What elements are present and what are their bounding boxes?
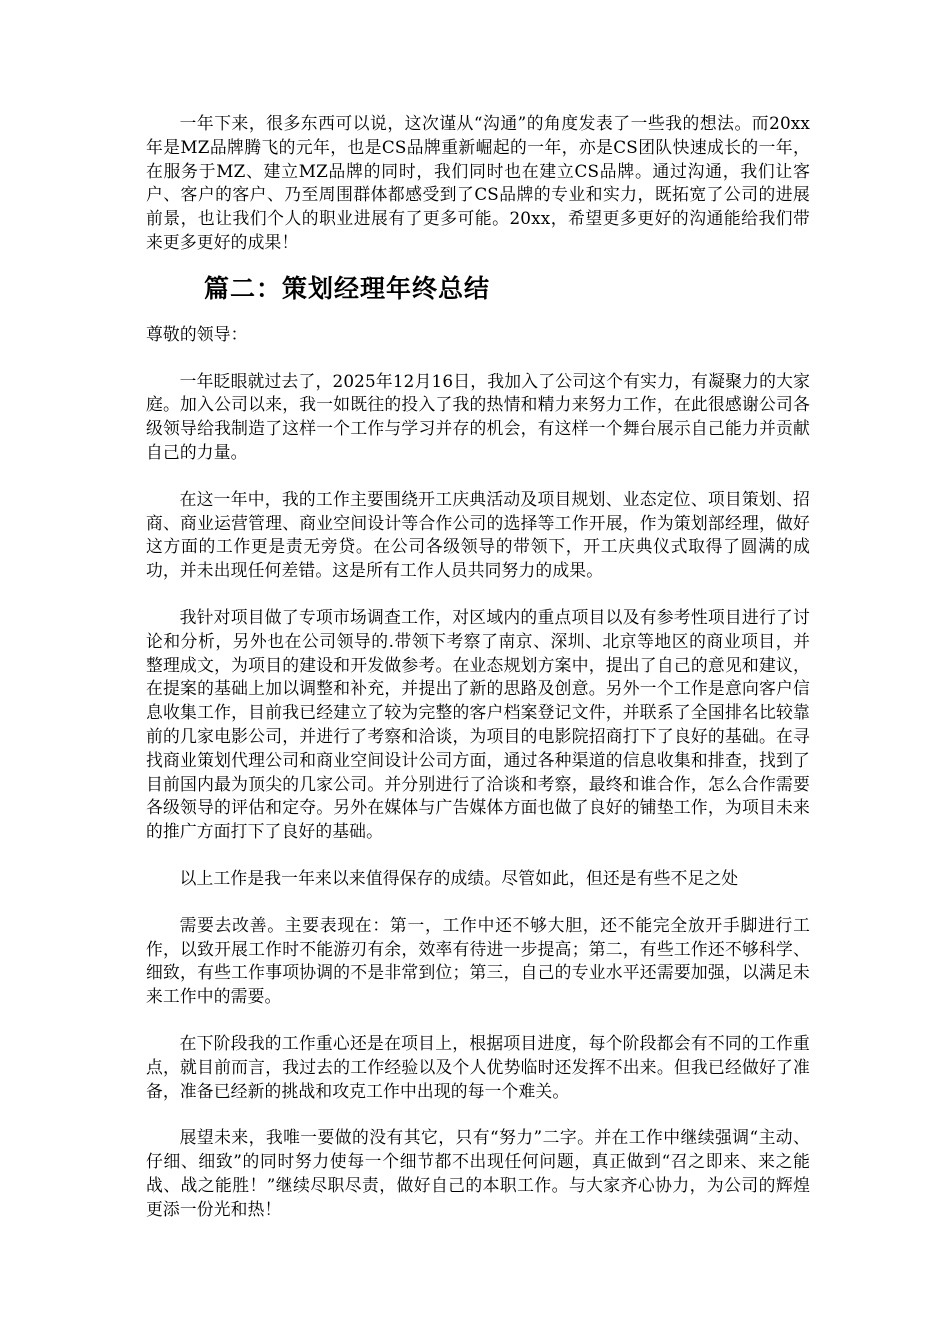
body-paragraph: 我针对项目做了专项市场调查工作，对区域内的重点项目以及有参考性项目进行了讨论和分析，另外也在公司领导的.带领下考察了南京、深圳、北京等地区的商业项目，并整理成文，为项目的建设和开发做参考。在业态规划方案中，提出了自己的意见和建议，在提案的基础上加以调整和补充，并提出了新的思路及创意。另外一个工作是意向客户信息收集工作，目前我已经建立了较为完整的客户档案登记文件，并联系了全国排名比较靠前的几家电影公司，并进行了考察和洽谈，为项目的电影院招商打下了良好的基础。在寻找商业策划代理公司和商业空间设计公司方面，通过各种渠道的信息收集和排查，找到了目前国内最为顶尖的几家公司。并分别进行了洽谈和考察，最终和谁合作，怎么合作需要各级领导的评估和定夺。另外在媒体与广告媒体方面也做了良好的铺垫工作，为项目未来的推广方面打下了良好的基础。 bbox=[146, 606, 810, 842]
document-page bbox=[146, 112, 810, 1221]
body-paragraph: 需要去改善。主要表现在：第一，工作中还不够大胆，还不能完全放开手脚进行工作，以致开展工作时不能游刃有余，效率有待进一步提高；第二，有些工作还不够科学、细致，有些工作事项协调的不是非常到位；第三，自己的专业水平还需要加强，以满足未来工作中的需要。 bbox=[146, 914, 810, 1007]
salutation: 尊敬的领导： bbox=[146, 323, 248, 344]
body-paragraph: 在这一年中，我的工作主要围绕开工庆典活动及项目规划、业态定位、项目策划、招商、商业运营管理、商业空间设计等合作公司的选择等工作开展，作为策划部经理，做好这方面的工作更是责无旁贷。在公司各级领导的带领下，开工庆典仪式取得了圆满的成功，并未出现任何差错。这是所有工作人员共同努力的成果。 bbox=[146, 488, 810, 581]
body-paragraph: 在下阶段我的工作重心还是在项目上，根据项目进度，每个阶段都会有不同的工作重点，就目前而言，我过去的工作经验以及个人优势临时还发挥不出来。但我已经做好了准备，准备已经新的挑战和攻克工作中出现的每一个难关。 bbox=[146, 1032, 810, 1101]
body-paragraph: 以上工作是我一年来以来值得保存的成绩。尽管如此，但还是有些不足之处 bbox=[179, 867, 739, 888]
intro-paragraph: 一年下来，很多东西可以说，这次谨从“沟通”的角度发表了一些我的想法。而20xx年是MZ品牌腾飞的元年，也是CS品牌重新崛起的一年，亦是CS团队快速成长的一年，在服务于MZ、建立MZ品牌的同时，我们同时也在建立CS品牌。通过沟通，我们让客户、客户的客户、乃至周围群体都感受到了CS品牌的专业和实力，既拓宽了公司的进展前景，也让我们个人的职业进展有了更多可能。20xx，希望更多更好的沟通能给我们带来更多更好的成果！ bbox=[146, 113, 810, 252]
section-title: 篇二：策划经理年终总结 bbox=[204, 273, 491, 303]
body-paragraph: 展望未来，我唯一要做的没有其它，只有“努力”二字。并在工作中继续强调“主动、仔细、细致”的同时努力使每一个细节都不出现任何问题，真正做到“召之即来、来之能战、战之能胜！”继续尽职尽责，做好自己的本职工作。与大家齐心协力，为公司的辉煌更添一份光和热！ bbox=[146, 1127, 810, 1219]
body-paragraph: 一年眨眼就过去了，2025年12月16日，我加入了公司这个有实力，有凝聚力的大家庭。加入公司以来，我一如既往的投入了我的热情和精力来努力工作，在此很感谢公司各级领导给我制造了这样一个工作与学习并存的机会，有这样一个舞台展示自己能力并贡献自己的力量。 bbox=[146, 370, 810, 462]
